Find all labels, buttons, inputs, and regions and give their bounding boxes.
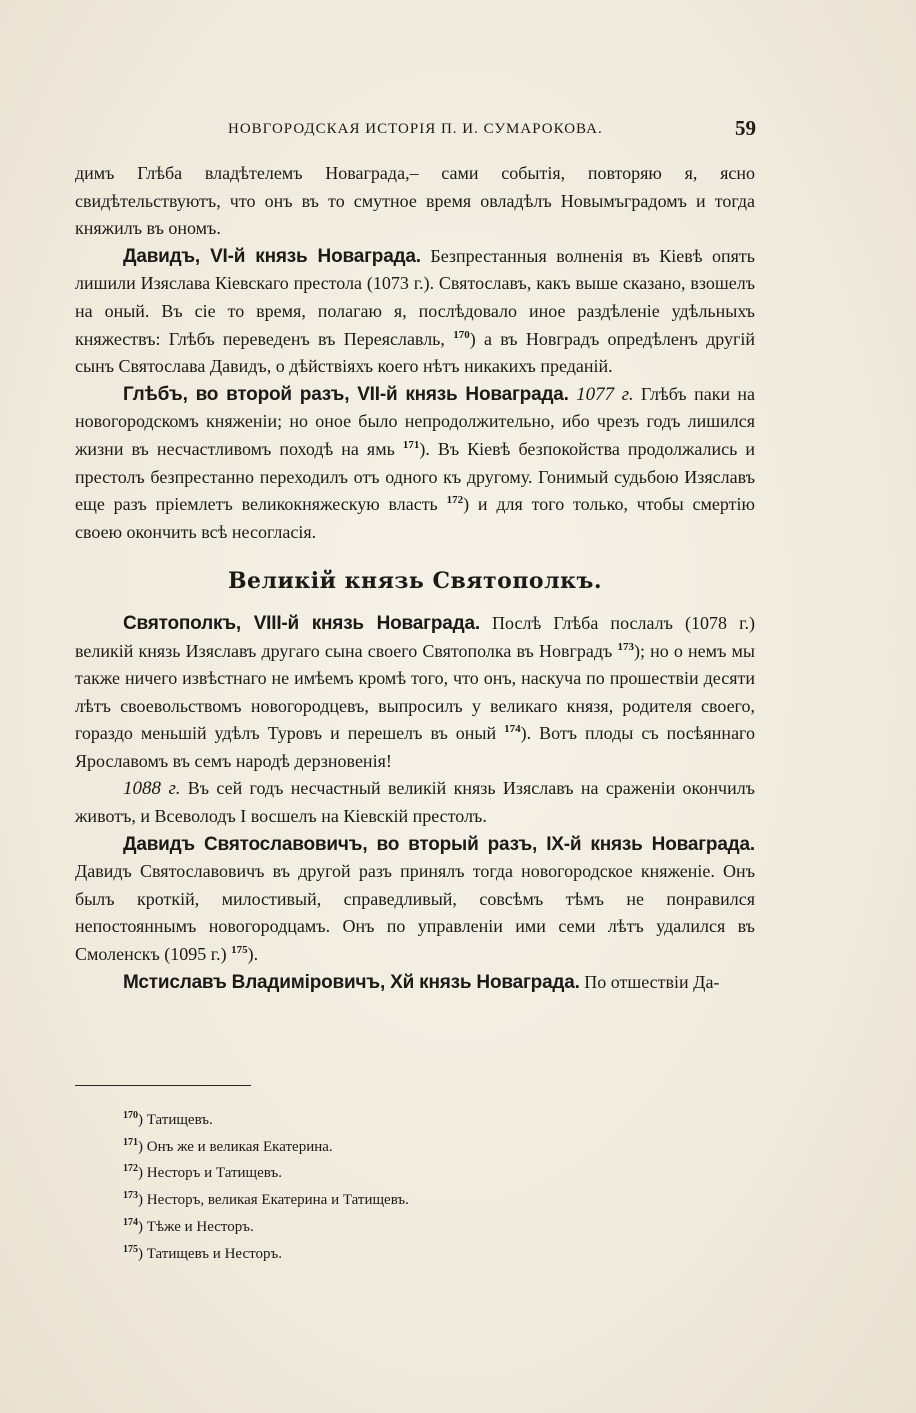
paragraph-text: Въ сей годъ несчастный великій князь Изяславъ на сраженіи окончилъ животъ, и Всеволодъ I восшелъ на Кіевскій престолъ. xyxy=(75,778,755,827)
footnote-ref[interactable]: 173 xyxy=(617,640,634,653)
running-header xyxy=(228,118,756,142)
footnote-ref[interactable]: 175 xyxy=(231,944,248,957)
paragraph-david-second xyxy=(75,831,755,969)
footnote-ref[interactable]: 172 xyxy=(446,494,464,507)
footnote-divider xyxy=(75,1085,251,1086)
footnote-text: ) Татищевъ и Несторъ. xyxy=(138,1245,282,1262)
footnote-ref[interactable]: 171 xyxy=(402,438,420,451)
paragraph-text: ). Вотъ плоды съ посѣяннаго Ярославомъ въ семъ народѣ дерзновенія! xyxy=(75,723,755,771)
footnote-text: ) Тѣже и Несторъ. xyxy=(138,1218,254,1235)
footnotes xyxy=(123,1107,723,1267)
paragraph-text: ). xyxy=(247,944,259,965)
paragraph-text: ); но о немъ мы также ничего извѣстнаго не имѣемъ кромѣ того, что онъ, наскуча по прошествіи десяти лѣтъ своевольствомъ новогородцевъ, выпросилъ у великаго князя, родителя своего, гораздо меньшій удѣлъ Туровъ и перешелъ въ оный xyxy=(75,640,756,744)
footnote-number: 170 xyxy=(123,1110,138,1121)
footnote-number: 173 xyxy=(123,1190,138,1202)
footnote xyxy=(123,1107,723,1134)
paragraph-text: ). Въ Кіевѣ безпокойства продолжались и престолъ безпрестанно переходилъ отъ одного къ другому. Гонимый судьбою Изяславъ еще разъ пріемлетъ великокняжескую власть xyxy=(75,438,755,515)
footnote xyxy=(123,1134,723,1161)
footnote-number: 175 xyxy=(123,1243,138,1255)
paragraph-1 xyxy=(75,160,755,243)
paragraph-text: Безпрестанныя волненія въ Кіевѣ опять лишили Изяслава Кіевскаго престола (1073 г.). Святославъ, какъ выше сказано, взошелъ на оный. Въ сіе то время, полагаю я, послѣдовало иное раздѣленіе удѣльныхъ княжествъ: Глѣбъ переведенъ въ Переяславль, xyxy=(75,245,755,349)
footnote xyxy=(123,1160,723,1187)
footnote xyxy=(123,1187,723,1214)
footnote-text: ) Несторъ, великая Екатерина и Татищевъ. xyxy=(138,1192,409,1209)
footnote xyxy=(123,1241,723,1268)
paragraph-mstislav xyxy=(75,969,755,997)
paragraph-1088 xyxy=(75,775,755,830)
year-marker: 1088 г. xyxy=(123,778,181,800)
paragraph-heading: Давидъ Святославовичъ, во вторый разъ, IX-й князь Новаграда. xyxy=(123,833,755,855)
footnote-text: ) Онъ же и великая Екатерина. xyxy=(138,1138,333,1155)
paragraph-text: По отшествіи Да- xyxy=(579,971,720,992)
footnote-number: 171 xyxy=(123,1136,138,1148)
paragraph-text: Давидъ Святославовичъ въ другой разъ принялъ тогда новогородское княженіе. Онъ былъ кроткій, милостивый, справедливый, совсѣмъ тѣмъ не понравился непостояннымъ новогородцамъ. Онъ по управленіи ими семи лѣтъ удалился въ Смоленскъ (1095 г.) xyxy=(75,861,755,965)
paragraph-gleb xyxy=(75,381,755,547)
paragraph-text: ) а въ Новградъ опредѣленъ другій сынъ Святослава Давидъ, о дѣйствіяхъ коего нѣтъ никакихъ преданій. xyxy=(75,328,755,377)
paragraph-heading: Глѣбъ, во второй разъ, VII-й князь Новаграда. xyxy=(123,383,569,405)
footnote-number: 174 xyxy=(123,1216,138,1228)
paragraph-text: Глѣбъ паки на новогородскомъ княженіи; но оное было непродолжительно, ибо чрезъ годъ лишился жизни въ несчастливомъ походѣ на ямь xyxy=(75,383,756,459)
footnote-text: ) Татищевъ. xyxy=(138,1112,213,1128)
section-title: Великій князь Святополкъ. xyxy=(227,568,603,595)
paragraph-text: димъ Глѣба владѣтелемъ Новаграда,– сами событія, повторяю я, ясно свидѣтельствуютъ, что онъ въ то смутное время овладѣлъ Новымъградомъ и тогда княжилъ въ ономъ. xyxy=(75,163,755,239)
paragraph-heading: Давидъ, VI-й князь Новаграда. xyxy=(123,245,421,267)
footnote xyxy=(123,1214,723,1241)
paragraph-heading: Мстиславъ Владиміровичъ, Хй князь Новаграда. xyxy=(123,971,580,993)
footnote-number: 172 xyxy=(123,1163,138,1175)
paragraph-svyatopolk xyxy=(75,610,755,776)
paragraph-text: ) и для того только, чтобы смертію своею окончить всѣ несогласія. xyxy=(75,494,755,542)
running-title: НОВГОРОДСКАЯ ИСТОРІЯ П. И. СУМАРОКОВА. xyxy=(228,121,603,137)
footnote-ref[interactable]: 174 xyxy=(504,723,521,736)
footnote-ref[interactable]: 170 xyxy=(453,328,470,341)
footnote-text: ) Несторъ и Татищевъ. xyxy=(138,1165,282,1182)
page-number: 59 xyxy=(735,116,756,140)
paragraph-heading: Святополкъ, VIII-й князь Новаграда. xyxy=(123,612,480,634)
year-marker: 1077 г. xyxy=(576,383,634,405)
main-text xyxy=(75,160,755,996)
paragraph-text: Послѣ Глѣба послалъ (1078 г.) великій князь Изяславъ другаго сына своего Святополка въ Новградъ xyxy=(75,612,755,661)
paragraph-david xyxy=(75,243,755,381)
